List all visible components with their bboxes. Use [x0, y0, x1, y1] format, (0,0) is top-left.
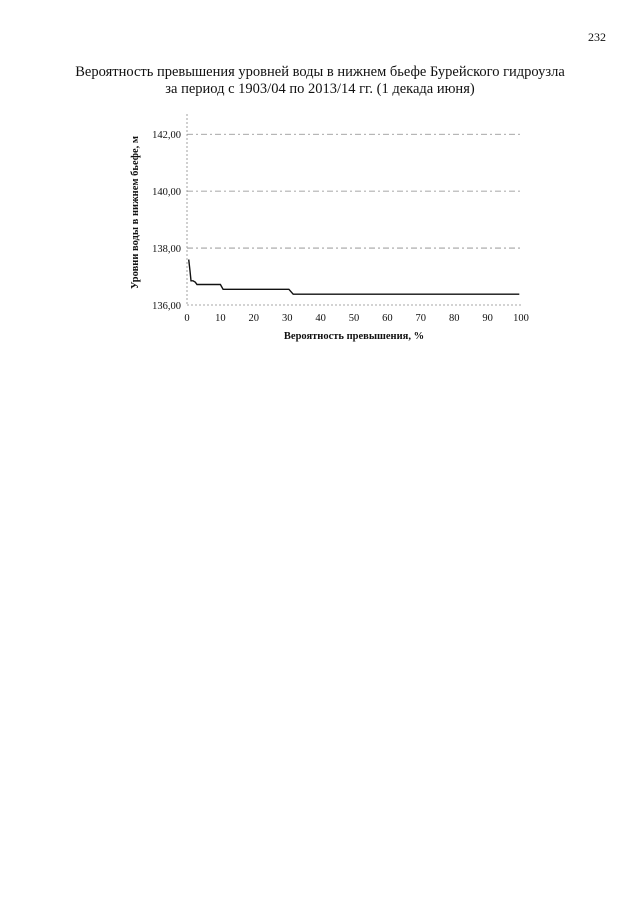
page-number: 232 [588, 30, 606, 44]
x-tick-label: 50 [348, 313, 360, 324]
x-tick-label: 80 [448, 313, 460, 324]
series-layer [189, 260, 520, 295]
grid-lines [187, 134, 521, 248]
x-tick-label: 60 [382, 313, 393, 324]
chart-title [0, 64, 640, 98]
chart-title-line-2: за период с 1903/04 по 2013/14 гг. (1 декада июня) [165, 81, 475, 97]
y-tick-label: 136,00 [152, 301, 181, 312]
x-axis-title: Вероятность превышения, % [283, 331, 425, 342]
x-tick-label: 70 [415, 313, 427, 324]
x-tick-label: 0 [184, 313, 190, 324]
x-tick-label: 100 [513, 313, 529, 324]
x-tick-label: 40 [315, 313, 326, 324]
series-line-0 [189, 260, 520, 295]
x-tick-labels [184, 313, 529, 324]
level-exceedance-chart [120, 110, 540, 360]
x-tick-label: 90 [482, 313, 493, 324]
axes [187, 114, 521, 305]
x-tick-label: 10 [215, 313, 226, 324]
y-tick-label: 140,00 [152, 187, 181, 199]
x-tick-label: 20 [248, 313, 260, 324]
chart-title-line-1: Вероятность превышения уровней воды в нижнем бьефе Бурейского гидроузла [75, 64, 565, 80]
y-axis-title: Уровни воды в нижнем бьефе, м [130, 135, 141, 290]
y-tick-label: 142,00 [152, 130, 181, 142]
y-tick-labels [152, 130, 181, 312]
y-tick-label: 138,00 [152, 244, 181, 256]
x-tick-label: 30 [281, 313, 293, 324]
